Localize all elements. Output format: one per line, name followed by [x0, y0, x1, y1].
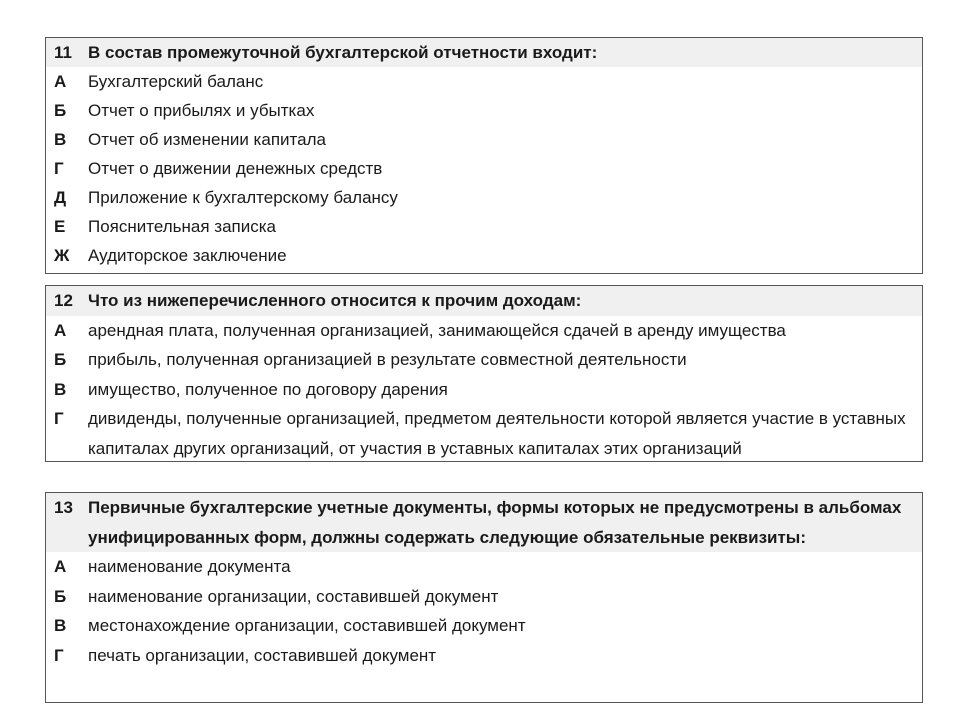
- option-letter: Ж: [54, 246, 70, 265]
- option-letter: В: [54, 379, 67, 399]
- question-number: 13: [54, 498, 73, 517]
- option-row: [46, 552, 922, 582]
- option-row: [46, 345, 922, 375]
- question-text: Первичные бухгалтерские учетные документы, формы которых не предусмотрены в альбомах унифицированных форм, должны содержать следующие обязательные реквизиты:: [88, 498, 902, 547]
- option-row: [46, 404, 922, 463]
- option-row: [46, 611, 922, 641]
- option-letter: Е: [54, 217, 66, 236]
- option-text: Отчет об изменении капитала: [88, 130, 326, 149]
- option-row: [46, 316, 922, 346]
- question-number: 11: [54, 43, 72, 62]
- question-text: Что из нижеперечисленного относится к прочим доходам:: [88, 291, 582, 310]
- option-text: дивиденды, полученные организацией, предметом деятельности которой является участие в уставных капиталах других организаций, от участия в уставных капиталах этих организаций: [88, 409, 906, 458]
- option-letter: Б: [54, 350, 67, 369]
- option-letter: В: [54, 616, 67, 635]
- option-text: Бухгалтерский баланс: [88, 72, 264, 91]
- option-row: [46, 582, 922, 612]
- option-letter: Б: [54, 101, 67, 120]
- option-letter: Б: [54, 586, 67, 606]
- option-row: [46, 154, 922, 183]
- option-row: [46, 96, 922, 125]
- option-text: имущество, полученное по договору дарения: [88, 379, 448, 399]
- question-11-header: [46, 38, 922, 67]
- option-text: наименование организации, составившей документ: [88, 586, 499, 606]
- option-text: Пояснительная записка: [88, 217, 277, 236]
- option-row: [46, 212, 922, 241]
- option-row: [46, 125, 922, 154]
- option-letter: А: [54, 72, 67, 91]
- option-row: [46, 183, 922, 212]
- option-letter: А: [54, 320, 67, 340]
- option-letter: Г: [54, 159, 64, 178]
- option-text: арендная плата, полученная организацией, занимающейся сдачей в аренду имущества: [88, 320, 786, 340]
- option-letter: Г: [54, 645, 64, 665]
- question-13-block: [45, 492, 923, 703]
- option-row: [46, 375, 922, 405]
- option-letter: В: [54, 130, 67, 149]
- question-12-block: [45, 285, 923, 462]
- option-text: Отчет о движении денежных средств: [88, 159, 383, 178]
- option-letter: А: [54, 557, 67, 576]
- option-text: наименование документа: [88, 557, 291, 576]
- question-12-header: [46, 286, 922, 316]
- option-text: Отчет о прибылях и убытках: [88, 101, 315, 120]
- option-text: Аудиторское заключение: [88, 246, 287, 265]
- option-text: прибыль, полученная организацией в результате совместной деятельности: [88, 350, 687, 369]
- question-text: В состав промежуточной бухгалтерской отчетности входит:: [88, 43, 598, 62]
- option-row: [46, 241, 922, 270]
- option-text: Приложение к бухгалтерскому балансу: [88, 188, 398, 207]
- option-row: [46, 67, 922, 96]
- question-number: 12: [54, 291, 73, 310]
- option-row: [46, 641, 922, 671]
- option-letter: Г: [54, 409, 64, 428]
- question-11-block: [45, 37, 923, 274]
- question-13-header: [46, 493, 922, 552]
- option-letter: Д: [54, 188, 67, 207]
- option-text: печать организации, составившей документ: [88, 645, 437, 665]
- option-text: местонахождение организации, составившей документ: [88, 616, 526, 635]
